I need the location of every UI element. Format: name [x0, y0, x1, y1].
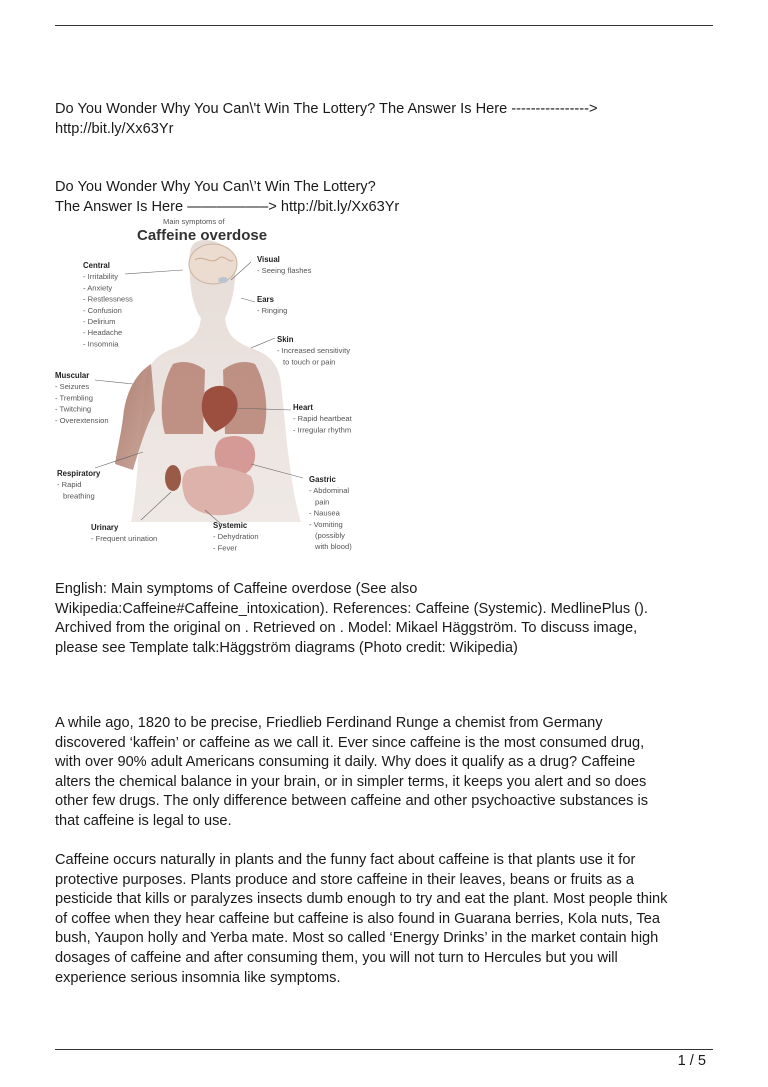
- caption-line-1: English: Main symptoms of Caffeine overdose (See also: [55, 581, 418, 597]
- symptom-item: - Trembling: [55, 393, 93, 403]
- symptom-item: - Fever: [213, 543, 238, 553]
- symptom-item: - Confusion: [83, 305, 122, 315]
- symptom-group-central: Central: [83, 261, 110, 270]
- image-caption: [55, 580, 715, 658]
- body-paragraph-1-line: A while ago, 1820 to be precise, Friedlieb Ferdinand Runge a chemist from Germany: [55, 715, 603, 731]
- symptom-item: (possibly: [315, 531, 345, 540]
- body-paragraph-2-line: dosages of caffeine and after consuming them, you will not turn to Hercules but you will: [55, 949, 618, 966]
- symptom-item: - Seeing flashes: [257, 266, 312, 276]
- body-paragraph-2-line: bush, Yaupon holly and Yerba mate. Most so called ‘Energy Drinks’ in the market contain high: [55, 930, 659, 947]
- caffeine-overdose-diagram: [55, 214, 367, 558]
- repeat-line-2[interactable]: The Answer Is Here —————–> http://bit.ly/Xx63Yr: [55, 198, 400, 215]
- kidney: [165, 465, 181, 491]
- symptom-item: - Anxiety: [83, 283, 113, 293]
- symptom-item: - Overextension: [55, 415, 109, 425]
- symptom-item: - Dehydration: [213, 532, 259, 542]
- symptom-item: - Ringing: [257, 306, 288, 316]
- symptom-item: - Rapid heartbeat: [293, 414, 352, 424]
- brain: [189, 244, 237, 284]
- symptom-item: - Rapid: [57, 480, 82, 490]
- eye: [218, 277, 228, 283]
- symptom-item: - Delirium: [83, 317, 116, 326]
- symptom-group-muscular: Muscular: [55, 371, 90, 380]
- body-paragraph-2-line: pesticide that kills or paralyzes insects dumb enough to try and eat the plant. Most people think: [55, 891, 668, 908]
- symptom-item: - Irregular rhythm: [293, 425, 352, 435]
- body-paragraph-1: [55, 714, 715, 832]
- body-paragraph-1-line: other few drugs. The only difference between caffeine and other psychoactive substances is: [55, 793, 649, 810]
- body-paragraph-2-line: experience serious insomnia like symptoms.: [55, 969, 341, 986]
- caption-line-3: Archived from the original on . Retrieved on . Model: Mikael Häggström. To discuss image,: [55, 620, 638, 637]
- intro-link[interactable]: http://bit.ly/Xx63Yr: [55, 120, 174, 137]
- symptom-item: - Twitching: [55, 404, 92, 414]
- symptom-item: - Restlessness: [83, 294, 133, 304]
- body-paragraph-2-line: of coffee when they hear caffeine but caffeine is also found in Guarana berries, Kola nuts, Tea: [55, 910, 660, 927]
- symptom-group-heart: Heart: [293, 403, 313, 412]
- symptom-group-respiratory: Respiratory: [57, 469, 101, 478]
- symptom-group-systemic: Systemic: [213, 521, 248, 530]
- body-paragraph-2-line: Caffeine occurs naturally in plants and the funny fact about caffeine is that plants use it for: [55, 852, 636, 868]
- header-rule: [55, 25, 713, 26]
- symptom-item: with blood): [315, 542, 352, 552]
- body-paragraph-2: [55, 851, 715, 988]
- body-paragraph-1-line: discovered ‘kaffein’ or caffeine as we call it. Ever since caffeine is the most consumed drug,: [55, 734, 645, 751]
- symptom-item: - Nausea: [309, 508, 340, 518]
- body-paragraph-1-line: that caffeine is legal to use.: [55, 812, 232, 829]
- symptom-item: - Increased sensitivity: [277, 346, 351, 356]
- body-paragraph-1-line: alters the chemical balance in your brain, or in simpler terms, it keeps you alert and so does: [55, 773, 647, 790]
- intestines: [182, 466, 254, 515]
- repeat-paragraph: [55, 178, 715, 217]
- symptom-item: - Headache: [83, 328, 123, 338]
- repeat-line-1: Do You Wonder Why You Can\’t Win The Lottery?: [55, 179, 376, 195]
- symptom-item: to touch or pain: [283, 357, 336, 367]
- symptom-group-skin: Skin: [277, 335, 294, 344]
- symptom-group-urinary: Urinary: [91, 523, 119, 532]
- body-paragraph-2-line: protective purposes. Plants produce and store caffeine in their leaves, beans or fruits as a: [55, 871, 634, 888]
- intro-paragraph: [55, 100, 715, 139]
- figure-title: Caffeine overdose: [137, 227, 268, 244]
- symptom-item: - Insomnia: [83, 339, 119, 349]
- intro-line-1: Do You Wonder Why You Can\'t Win The Lottery? The Answer Is Here ---------------->: [55, 101, 598, 117]
- body-paragraph-1-line: with over 90% adult Americans consuming it daily. Why does it qualify as a drug? Caffeine: [55, 754, 636, 771]
- symptom-group-visual: Visual: [257, 255, 280, 264]
- caption-line-4: please see Template talk:Häggström diagrams (Photo credit: Wikipedia): [55, 639, 518, 656]
- symptom-item: - Abdominal: [309, 486, 350, 496]
- symptom-item: - Seizures: [55, 382, 90, 392]
- symptom-group-ears: Ears: [257, 295, 274, 304]
- page-number: 1 / 5: [677, 1053, 706, 1069]
- symptom-group-gastric: Gastric: [309, 475, 336, 484]
- footer-rule: [55, 1049, 713, 1050]
- symptom-item: - Irritability: [83, 272, 119, 282]
- figure-subtitle: Main symptoms of: [163, 217, 225, 226]
- symptom-item: pain: [315, 497, 330, 507]
- caption-line-2: Wikipedia:Caffeine#Caffeine_intoxication). References: Caffeine (Systemic). MedlinePlus ().: [55, 600, 648, 617]
- symptom-item: - Frequent urination: [91, 534, 158, 544]
- symptom-item: - Vomiting: [309, 519, 343, 529]
- symptom-item: breathing: [63, 491, 95, 501]
